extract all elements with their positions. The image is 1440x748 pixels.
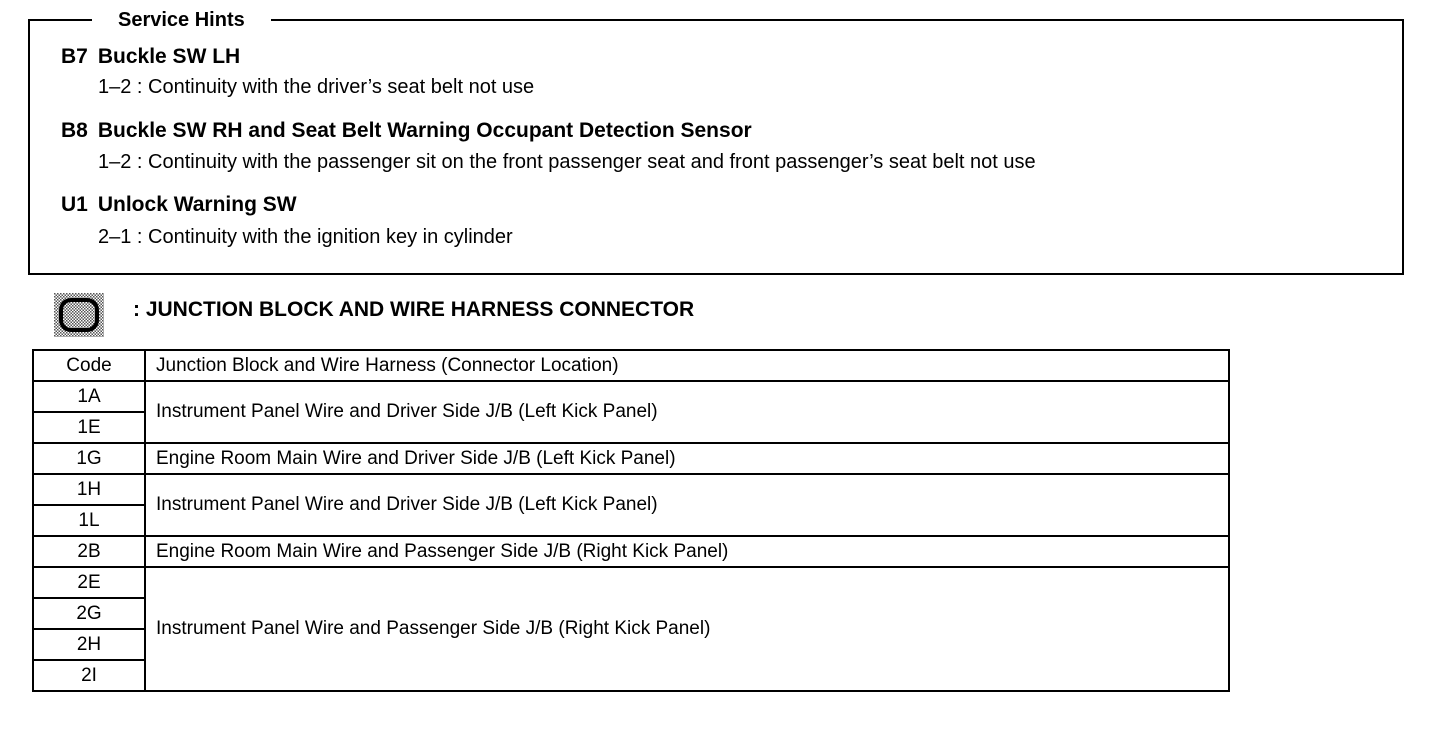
table-row [33,443,1229,474]
header-location: Junction Block and Wire Harness (Connector Location) [145,350,1229,381]
table-row [33,381,1229,412]
table-row [33,536,1229,567]
hint-detail-u1: 2–1 : Continuity with the ignition key in cylinder [98,226,513,248]
hint-code: B8 [61,119,88,142]
code-cell: 1E [33,412,145,443]
hint-detail-b7: 1–2 : Continuity with the driver’s seat belt not use [98,76,535,98]
code-cell: 2G [33,598,145,629]
connector-symbol-icon [54,293,104,337]
code-cell: 2I [33,660,145,691]
location-cell: Instrument Panel Wire and Passenger Side J/B (Right Kick Panel) [145,567,1229,691]
table-header-row [33,350,1229,381]
location-cell: Instrument Panel Wire and Driver Side J/B (Left Kick Panel) [145,474,1229,536]
location-cell: Engine Room Main Wire and Passenger Side J/B (Right Kick Panel) [145,536,1229,567]
hint-code: U1 [61,193,88,216]
location-cell: Engine Room Main Wire and Driver Side J/B (Left Kick Panel) [145,443,1229,474]
hint-code: B7 [61,45,88,68]
location-cell: Instrument Panel Wire and Driver Side J/B (Left Kick Panel) [145,381,1229,443]
code-cell: 2E [33,567,145,598]
code-cell: 1L [33,505,145,536]
hint-heading-b7 [61,45,240,69]
legend-label: : JUNCTION BLOCK AND WIRE HARNESS CONNECTOR [133,298,695,321]
header-code: Code [33,350,145,381]
code-cell: 1H [33,474,145,505]
code-cell: 2B [33,536,145,567]
hint-name: Unlock Warning SW [97,193,297,216]
hint-name: Buckle SW RH and Seat Belt Warning Occupant Detection Sensor [97,119,752,142]
code-cell: 2H [33,629,145,660]
code-cell: 1A [33,381,145,412]
table-row [33,567,1229,598]
service-hints-title: Service Hints [92,9,271,31]
hint-name: Buckle SW LH [97,45,241,68]
service-hints-box [28,9,1404,275]
table-row [33,474,1229,505]
hint-heading-b8 [61,119,752,143]
hint-detail-b8: 1–2 : Continuity with the passenger sit on the front passenger seat and front passenger’s seat belt not use [98,151,1036,173]
junction-block-table [32,349,1230,692]
hint-heading-u1 [61,193,297,217]
code-cell: 1G [33,443,145,474]
